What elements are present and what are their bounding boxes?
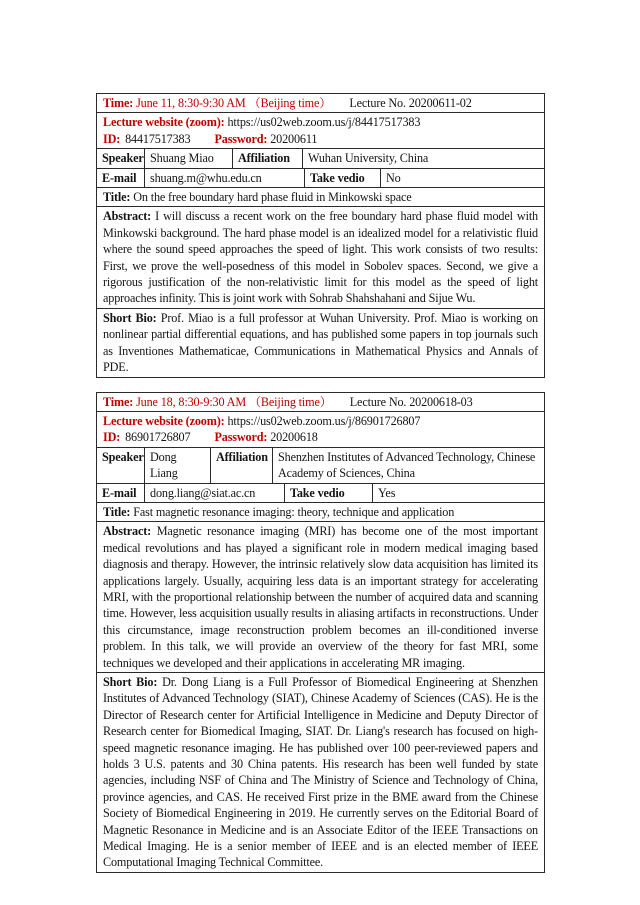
- website-row: [97, 412, 544, 448]
- lecture-info-table-1: [96, 93, 545, 378]
- abstract-row: [97, 522, 544, 673]
- email-label: E-mail: [97, 484, 145, 502]
- take-video-label: Take vedio: [305, 169, 381, 187]
- speaker-name: Shuang Miao: [145, 149, 233, 167]
- title-row: [97, 503, 544, 522]
- email-label: E-mail: [97, 169, 145, 187]
- id-value: 86901726807: [125, 430, 191, 445]
- time-label: Time:: [103, 96, 134, 110]
- bio-row: [97, 309, 544, 377]
- password-label: Password:: [214, 131, 268, 146]
- time-cell: [97, 94, 544, 112]
- password-label: Password:: [214, 430, 268, 445]
- title-row: [97, 188, 544, 207]
- title-text: On the free boundary hard phase fluid in Minkowski space: [133, 190, 412, 205]
- time-cell: [97, 393, 544, 411]
- email-row: [97, 484, 544, 503]
- id-label: ID:: [103, 430, 121, 445]
- speaker-row: [97, 448, 544, 484]
- affiliation-label: Affiliation: [233, 149, 303, 167]
- website-row: [97, 113, 544, 149]
- title-cell: [97, 503, 544, 521]
- lecture-info-table-2: [96, 392, 545, 873]
- id-value: 84417517383: [125, 131, 191, 146]
- website-url: https://us02web.zoom.us/j/86901726807: [227, 413, 421, 428]
- abstract-row: [97, 207, 544, 308]
- abstract-text: Magnetic resonance imaging (MRI) has become one of the most important medical revolutions and has played a significant role in modern medical imaging based diagnosis and therapy. However, the intrinsic relatively slow data acquisition has limited its applications largely. Usually, acquiring less data is an important strategy for accelerating MRI, with the proportional relationship between the number of acquired data and scanning time. However, less acquisition usually results in aliasing artifacts in reconstructions. Under this circumstance, image reconstruction problem becomes an ill-conditioned inverse problem. In this talk, we will provide an overview of the theory for fast MRI, some techniques we developed and their applications in accelerating MR imaging.: [103, 524, 538, 670]
- abstract-label: Abstract:: [103, 209, 152, 224]
- bio-text: Dr. Dong Liang is a Full Professor of Biomedical Engineering at Shenzhen Institutes of Advanced Technology (SIAT), Chinese Academy of Sciences (CAS). He is the Director of Research center for Artificial Intelligence in Medicine and Deputy Director of Research center for Biomedical Imaging, SIAT. Dr. Liang's research has focused on high-speed magnetic resonance imaging. He has published over 100 peer-reviewed papers and holds 3 U.S. patents and 30 China patents. His research has been well funded by state agencies, including NSF of China and The Ministry of Science and Technology of China, province agencies, and CAS. He received First prize in the BME award from the Chinese Society of Biomedical Engineering in 2019. He currently serves on the Editorial Board of Magnetic Resonance in Medicine and is an Associate Editor of the IEEE Transactions on Medical Imaging. He is a senior member of IEEE and is an elected member of IEEE Computational Imaging Technical Committee.: [103, 675, 538, 870]
- email-row: [97, 169, 544, 188]
- website-cell: [97, 113, 544, 148]
- title-label: Title:: [103, 504, 131, 519]
- website-label: Lecture website (zoom):: [103, 413, 225, 428]
- email-value: dong.liang@siat.ac.cn: [145, 484, 285, 502]
- bio-label: Short Bio:: [103, 310, 157, 325]
- lecture-number: Lecture No. 20200611-02: [349, 96, 472, 110]
- affiliation-value: Shenzhen Institutes of Advanced Technology, Chinese Academy of Sciences, China: [278, 449, 536, 481]
- password-value: 20200611: [270, 131, 318, 146]
- take-video-label: Take vedio: [285, 484, 373, 502]
- website-label: Lecture website (zoom):: [103, 115, 225, 130]
- time-label: Time:: [103, 394, 134, 409]
- time-value: June 11, 8:30-9:30 AM （Beijing time）: [136, 96, 332, 110]
- take-video-value: No: [386, 170, 401, 185]
- lecture-number: Lecture No. 20200618-03: [349, 394, 473, 409]
- bio-label: Short Bio:: [103, 675, 158, 689]
- affiliation-value: Wuhan University, China: [308, 151, 429, 166]
- email-value: shuang.m@whu.edu.cn: [145, 169, 305, 187]
- id-password-line: [103, 429, 538, 445]
- title-text: Fast magnetic resonance imaging: theory, technique and application: [133, 504, 455, 519]
- time-row: [97, 94, 544, 113]
- time-row: [97, 393, 544, 412]
- abstract-label: Abstract:: [103, 524, 152, 539]
- speaker-label: Speaker: [97, 149, 145, 167]
- website-line: [103, 114, 538, 130]
- bio-text: Prof. Miao is a full professor at Wuhan University. Prof. Miao is working on nonlinear partial differential equations, and has published some papers in top journals such as Inventiones Mathematicae, Communications in Mathematical Physics and Annals of PDE.: [103, 310, 538, 375]
- abstract-cell: [97, 207, 544, 307]
- website-cell: [97, 412, 544, 447]
- id-password-line: [103, 131, 538, 147]
- website-url: https://us02web.zoom.us/j/84417517383: [227, 115, 421, 130]
- bio-row: [97, 673, 544, 872]
- time-value: June 18, 8:30-9:30 AM （Beijing time）: [136, 394, 332, 409]
- take-video-value: Yes: [378, 485, 396, 500]
- abstract-text: I will discuss a recent work on the free boundary hard phase fluid model with Minkowski background. The hard phase model is an idealized model for a relativistic fluid where the sound speed approaches the speed of light. This work consists of two results: First, we prove the well-posedness of this model in Sobolev spaces. Second, we give a rigorous justification of the non-relativistic limit for this model as the speed of light approaches infinity. This is joint work with Sohrab Shahshahani and Sijue Wu.: [103, 209, 538, 306]
- password-value: 20200618: [270, 430, 318, 445]
- speaker-name: Dong Liang: [145, 448, 211, 483]
- affiliation-label: Affiliation: [211, 448, 273, 483]
- title-label: Title:: [103, 190, 131, 205]
- bio-cell: [97, 673, 544, 872]
- bio-cell: [97, 309, 544, 377]
- id-label: ID:: [103, 131, 121, 146]
- speaker-row: [97, 149, 544, 168]
- website-line: [103, 413, 538, 429]
- title-cell: [97, 188, 544, 206]
- abstract-cell: [97, 522, 544, 672]
- speaker-label: Speaker: [97, 448, 145, 483]
